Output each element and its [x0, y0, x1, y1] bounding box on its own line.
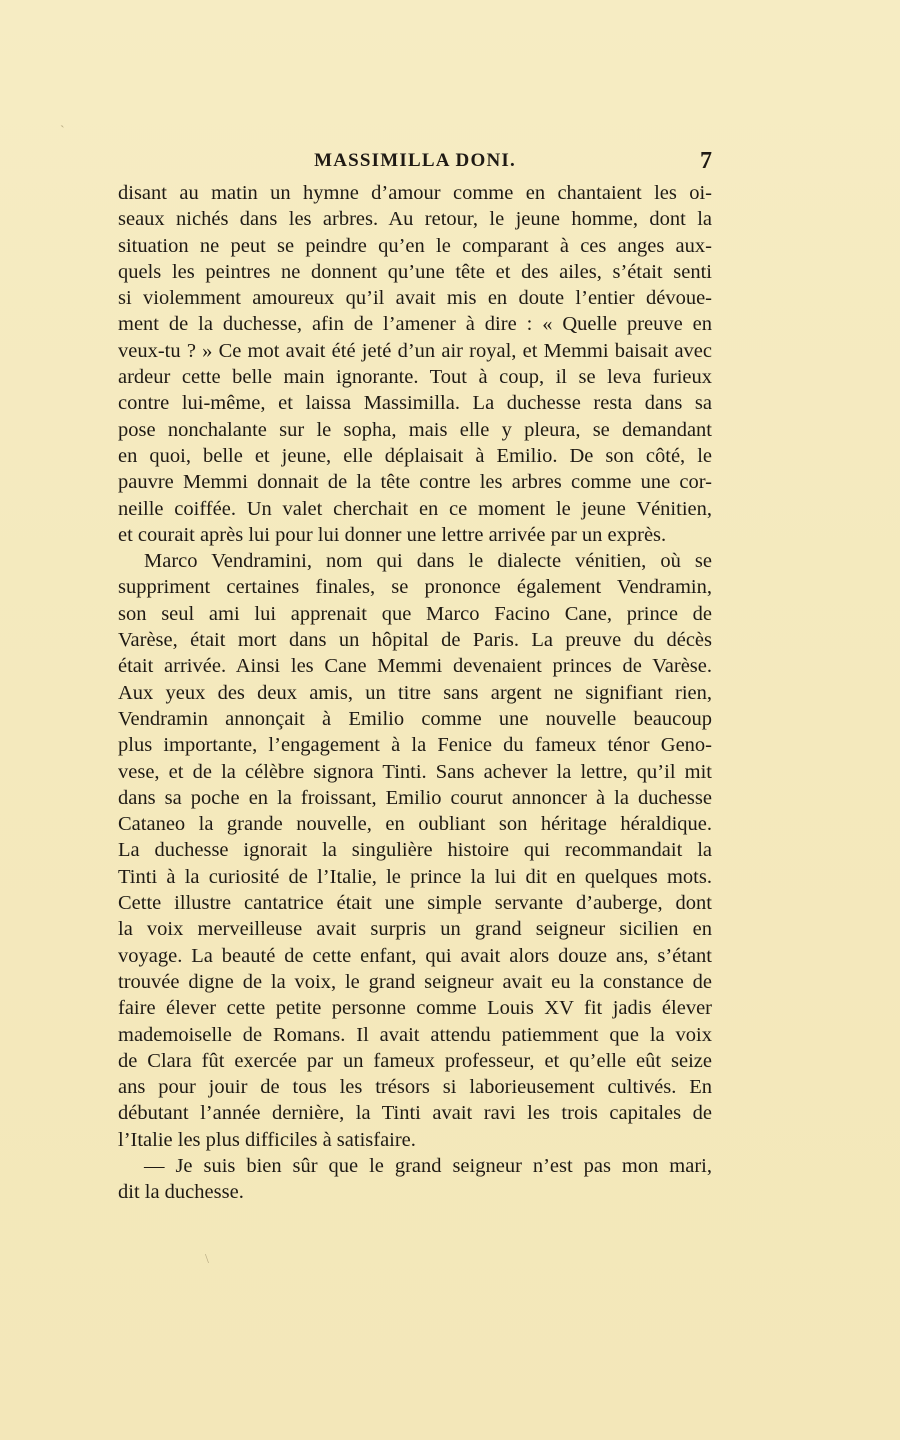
text-line: faire élever cette petite personne comme Louis XV fit jadis élever	[118, 997, 712, 1020]
text-line: son seul ami lui apprenait que Marco Facino Cane, prince de	[118, 602, 712, 625]
text-line: Tinti à la curiosité de l’Italie, le prince la lui dit en quelques mots.	[118, 865, 712, 888]
text-line: voyage. La beauté de cette enfant, qui avait alors douze ans, s’étant	[118, 944, 712, 967]
text-line: débutant l’année dernière, la Tinti avait ravi les trois capitales de	[118, 1102, 712, 1125]
text-line: disant au matin un hymne d’amour comme en chantaient les oi-	[118, 182, 712, 204]
text-line: ans pour jouir de tous les trésors si laborieusement cultivés. En	[118, 1076, 712, 1099]
paragraph-end-line: dit la duchesse.	[118, 1181, 244, 1204]
page-header	[118, 150, 712, 180]
text-line: Cataneo la grande nouvelle, en oubliant son héritage héraldique.	[118, 813, 712, 836]
text-line: Varèse, était mort dans un hôpital de Paris. La preuve du décès	[118, 629, 712, 652]
paragraph-end-line: l’Italie les plus difficiles à satisfaire.	[118, 1128, 416, 1151]
text-line: si violemment amoureux qu’il avait mis en doute l’entier dévoue-	[118, 287, 712, 310]
text-line: Aux yeux des deux amis, un titre sans argent ne signifiant rien,	[118, 681, 712, 704]
paragraph-start-line: Marco Vendramini, nom qui dans le dialecte vénitien, où se	[144, 550, 712, 573]
text-line: trouvée digne de la voix, le grand seigneur avait eu la constance de	[118, 970, 712, 993]
text-line: La duchesse ignorait la singulière histoire qui recommandait la	[118, 839, 712, 862]
dialogue-line: — Je suis bien sûr que le grand seigneur n’est pas mon mari,	[144, 1154, 712, 1177]
text-line: situation ne peut se peindre qu’en le comparant à ces anges aux-	[118, 234, 712, 257]
text-line: contre lui-même, et laissa Massimilla. La duchesse resta dans sa	[118, 392, 712, 415]
text-line: pose nonchalante sur le sopha, mais elle y pleura, se demandant	[118, 418, 712, 441]
text-line: de Clara fût exercée par un fameux professeur, et qu’elle eût seize	[118, 1049, 712, 1072]
text-line: neille coiffée. Un valet cherchait en ce moment le jeune Vénitien,	[118, 497, 712, 520]
paper-speck: \	[205, 1252, 209, 1267]
text-line: était arrivée. Ainsi les Cane Memmi devenaient princes de Varèse.	[118, 655, 712, 678]
body-text	[118, 180, 712, 1206]
text-line: en quoi, belle et jeune, elle déplaisait à Emilio. De son côté, le	[118, 444, 712, 467]
text-line: pauvre Memmi donnait de la tête contre les arbres comme une cor-	[118, 471, 712, 494]
text-line: ardeur cette belle main ignorante. Tout à coup, il se leva furieux	[118, 366, 712, 389]
text-line: veux-tu ? » Ce mot avait été jeté d’un air royal, et Memmi baisait avec	[118, 339, 712, 362]
text-line: Cette illustre cantatrice était une simple servante d’auberge, dont	[118, 892, 712, 915]
text-line: ment de la duchesse, afin de l’amener à dire : « Quelle preuve en	[118, 313, 712, 336]
paper-speck: `	[60, 124, 65, 139]
text-line: la voix merveilleuse avait surpris un grand seigneur sicilien en	[118, 918, 712, 941]
page-number: 7	[700, 148, 712, 174]
text-line: suppriment certaines finales, se prononce également Vendramin,	[118, 576, 712, 599]
text-line: vese, et de la célèbre signora Tinti. Sans achever la lettre, qu’il mit	[118, 760, 712, 783]
text-line: seaux nichés dans les arbres. Au retour, le jeune homme, dont la	[118, 208, 712, 231]
text-line: dans sa poche en la froissant, Emilio courut annoncer à la duchesse	[118, 786, 712, 809]
text-line: quels les peintres ne donnent qu’une tête et des ailes, s’était senti	[118, 260, 712, 283]
text-line: plus importante, l’engagement à la Fenice du fameux ténor Geno-	[118, 734, 712, 757]
text-line: Vendramin annonçait à Emilio comme une nouvelle beaucoup	[118, 707, 712, 730]
running-title: MASSIMILLA DONI.	[314, 150, 516, 171]
text-line: mademoiselle de Romans. Il avait attendu patiemment que la voix	[118, 1023, 712, 1046]
paragraph-end-line: et courait après lui pour lui donner une lettre arrivée par un exprès.	[118, 523, 667, 546]
